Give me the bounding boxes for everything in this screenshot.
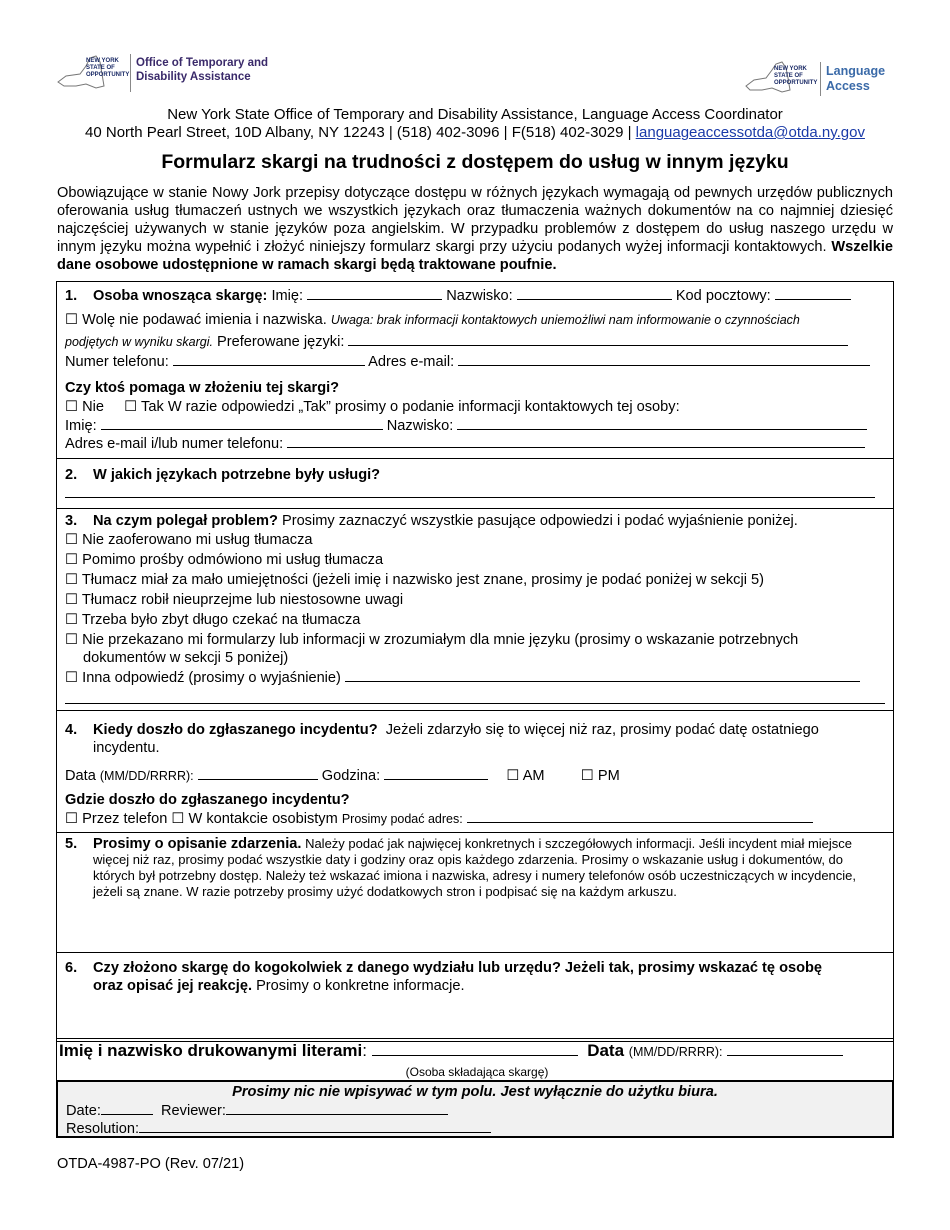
s1-helper-last-input[interactable] [457,417,867,430]
s1-helper-name-row [65,417,885,435]
signature-date-input[interactable] [727,1041,843,1056]
office-date-label: Date: [66,1103,101,1119]
intro-bold-text: Wszelkie dane osobowe udostępnione w ramach skargi będą traktowane poufnie. [57,239,893,273]
s3-title: Na czym polegał problem? [93,513,278,529]
s3-other-checkbox[interactable]: ☐ Inna odpowiedź (prosimy o wyjaśnienie) [65,670,341,686]
section-6 [57,952,893,994]
s1-phone-input[interactable] [173,353,365,366]
logo-agency-name: Office of Temporary and Disability Assistance [136,57,269,83]
s4-address-label: Prosimy podać adres: [341,812,463,826]
header-address: 40 North Pearl Street, 10D Albany, NY 12243 | (518) 402-3096 | F(518) 402-3029 | [85,124,636,141]
s1-helper-question: Czy ktoś pomaga w złożeniu tej skargi? [65,380,340,396]
s5-title: Prosimy o opisanie zdarzenia. [93,836,302,852]
office-use-title: Prosimy nic nie wpisywać w tym polu. Jest wyłącznie do użytku biura. [232,1084,718,1100]
header-email-link[interactable]: languageaccessotda@otda.ny.gov [635,124,865,141]
s4-subtitle: Jeżeli zdarzyło się to więcej niż raz, prosimy podać datę ostatniego [385,722,819,738]
s5-paragraph [65,836,885,900]
s4-pm-checkbox[interactable]: ☐ PM [580,768,620,784]
s1-phone-label: Numer telefonu: [65,354,169,370]
s1-helper-last-label: Nazwisko: [386,418,454,434]
s1-title: Osoba wnosząca skargę: [93,288,268,304]
s4-date-row [65,767,885,785]
s1-helper-first-input[interactable] [101,417,383,430]
s3-option-4[interactable]: ☐ Tłumacz robił nieuprzejme lub niestosowne uwagi [65,592,404,608]
section-3 [57,508,893,686]
s4-subtitle-2: incydentu. [93,740,160,756]
signature-colon: : [362,1041,367,1060]
s2-question [65,466,885,484]
s1-helper-row [65,398,885,416]
s4-address-input[interactable] [467,810,813,823]
office-date-row [66,1102,448,1119]
signature-row [59,1041,843,1061]
s4-time-input[interactable] [384,767,488,780]
s3-other-input[interactable] [345,669,860,682]
s1-note: Uwaga: brak informacji kontaktowych uniemożliwi nam informowanie o czynnościach [330,313,800,327]
office-reviewer-input[interactable] [226,1102,448,1115]
s1-no-checkbox[interactable]: ☐ Nie [65,399,105,415]
s1-helper-contact-label: Adres e-mail i/lub numer telefonu: [65,436,284,452]
s3-other-row [65,669,885,687]
logo-program-name: Language Access [826,64,886,93]
office-resolution-label: Resolution: [66,1121,140,1137]
s6-title-2: oraz opisać jej reakcję. [93,978,252,994]
section-4 [57,710,893,827]
s1-email-label: Adres e-mail: [368,354,455,370]
s4-date-format: (MM/DD/RRRR): [99,769,194,783]
language-access-logo [744,60,894,100]
header-line-1: New York State Office of Temporary and Disability Assistance, Language Access Coordinator [167,106,783,123]
header-line-2 [0,124,950,141]
office-reviewer-label: Reviewer: [161,1103,226,1119]
office-resolution-input[interactable] [139,1120,491,1133]
s3-question [65,512,885,530]
section-5 [57,832,893,899]
s1-last-name-input[interactable] [517,287,672,300]
logo-state-text: NEW YORK STATE OF OPPORTUNITY [774,66,818,86]
logo-divider [130,54,131,92]
s1-helper-contact-input[interactable] [287,435,865,448]
s3-option-2[interactable]: ☐ Pomimo prośby odmówiono mi usług tłumacza [65,552,384,568]
s3-option-3[interactable]: ☐ Tłumacz miał za mało umiejętności (jeżeli imię i nazwisko jest znane, prosimy je podać poniżej w sekcji 5) [65,572,764,588]
s3-subtitle: Prosimy zaznaczyć wszystkie pasujące odpowiedzi i podać wyjaśnienie poniżej. [281,513,798,529]
s1-note-2: podjętych w wyniku skargi. [65,335,213,349]
s3-number: 3. [65,513,78,529]
form-number: OTDA-4987-PO (Rev. 07/21) [57,1156,245,1172]
s6-text: Prosimy o konkretne informacje. [256,978,465,994]
logo-divider [820,62,821,96]
s1-helper-first-label: Imię: [65,418,97,434]
s4-in-person-checkbox[interactable]: ☐ W kontakcie osobistym [171,811,338,827]
signature-caption: (Osoba składająca skargę) [405,1065,549,1079]
s6-question-2 [93,977,885,995]
s3-option-1[interactable]: ☐ Nie zaoferowano mi usług tłumacza [65,532,313,548]
s3-option-6[interactable]: ☐ Nie przekazano mi formularzy lub informacji w zrozumiałym dla mnie języku (prosimy o wskazanie potrzebnych [65,632,799,648]
otda-logo [56,52,276,96]
s1-languages-input[interactable] [348,333,848,346]
s1-number: 1. [65,288,78,304]
s1-helper-contact-row [65,435,885,453]
s1-zip-input[interactable] [775,287,851,300]
s1-language-row [65,333,885,351]
signature-date-format: (MM/DD/RRRR): [628,1045,723,1059]
s4-where-question: Gdzie doszło do zgłaszanego incydentu? [65,792,350,808]
s4-date-input[interactable] [198,767,318,780]
s4-phone-checkbox[interactable]: ☐ Przez telefon [65,811,168,827]
s4-time-label: Godzina: [321,768,381,784]
signature-box [56,1039,894,1081]
signature-name-input[interactable] [372,1041,578,1056]
section-2 [57,458,893,483]
complaint-form [56,281,894,1039]
office-use-box [56,1080,894,1138]
logo-state-text: NEW YORK STATE OF OPPORTUNITY [86,58,130,78]
s1-anon-checkbox[interactable]: ☐ Wolę nie podawać imienia i nazwiska. [65,312,327,328]
s1-first-name-label: Imię: [271,288,304,304]
s1-zip-label: Kod pocztowy: [675,288,771,304]
s4-where-row [65,810,885,828]
s4-title: Kiedy doszło do zgłaszanego incydentu? [93,722,378,738]
s1-first-name-input[interactable] [307,287,442,300]
s5-text: Należy podać jak najwięcej konkretnych i szczegółowych informacji. Jeśli incydent miał miejsce więcej niż raz, prosimy podać wszystkie daty i godziny oraz opis każdego zdarzenia. Prosimy o wskazanie usług i dokumentów, do których był potrzebny dostęp. Należy też wskazać imiona i nazwiska, adresy i numery telefonów osób uczestniczących w incydencie, jeżeli są znane. W razie potrzeby prosimy użyć dodatkowych stron i podpisać się na każdym arkuszu. [93,836,857,899]
signature-date-label: Data [587,1041,625,1060]
s1-languages-label: Preferowane języki: [217,334,345,350]
s1-name-row [65,287,885,305]
s5-number: 5. [65,836,78,852]
s6-number: 6. [65,960,78,976]
s2-answer-line[interactable] [65,497,875,498]
intro-text: Obowiązujące w stanie Nowy Jork przepisy dotyczące dostępu w różnych językach wymagają od pewnych urzędów publicznych oferowania usług tłumaczeń ustnych we wszystkich językach oraz tłumaczenia ważnych dokumentów na co najmniej dziesięć najczęściej używanych w stanie języków poza angielskim. W przypadku problemów z dostępem do usług naszego urzędu w innym języku można wypełnić i złożyć niniejszy formularz skargi przy użyciu podanych wyżej informacji kontaktowych. [57,185,893,255]
s1-yes-text: W razie odpowiedzi „Tak” prosimy o podanie informacji kontaktowych tej osoby: [167,399,680,415]
page-title: Formularz skargi na trudności z dostępem do usług w innym języku [161,151,789,173]
office-date-input[interactable] [101,1102,153,1115]
s4-number: 4. [65,722,78,738]
s3-option-6-cont: dokumentów w sekcji 5 poniżej) [83,650,289,666]
s3-explanation-line[interactable] [65,703,885,704]
s1-yes-checkbox[interactable]: ☐ Tak [124,399,164,415]
signature-name-label: Imię i nazwisko drukowanymi literami [59,1041,363,1060]
office-resolution-row [66,1120,491,1137]
s1-contact-row [65,353,885,371]
s4-am-checkbox[interactable]: ☐ AM [506,768,545,784]
s6-question [65,959,885,977]
s4-question [65,721,885,739]
s2-title: W jakich językach potrzebne były usługi? [93,467,381,483]
s1-email-input[interactable] [458,353,870,366]
s4-date-label: Data [65,768,96,784]
s1-last-name-label: Nazwisko: [446,288,513,304]
intro-paragraph [57,184,893,274]
s2-number: 2. [65,467,78,483]
s3-option-5[interactable]: ☐ Trzeba było zbyt długo czekać na tłumacza [65,612,361,628]
s6-title: Czy złożono skargę do kogokolwiek z danego wydziału lub urzędu? Jeżeli tak, prosimy wskazać tę osobę [93,960,823,976]
s1-anon-row [65,311,885,329]
